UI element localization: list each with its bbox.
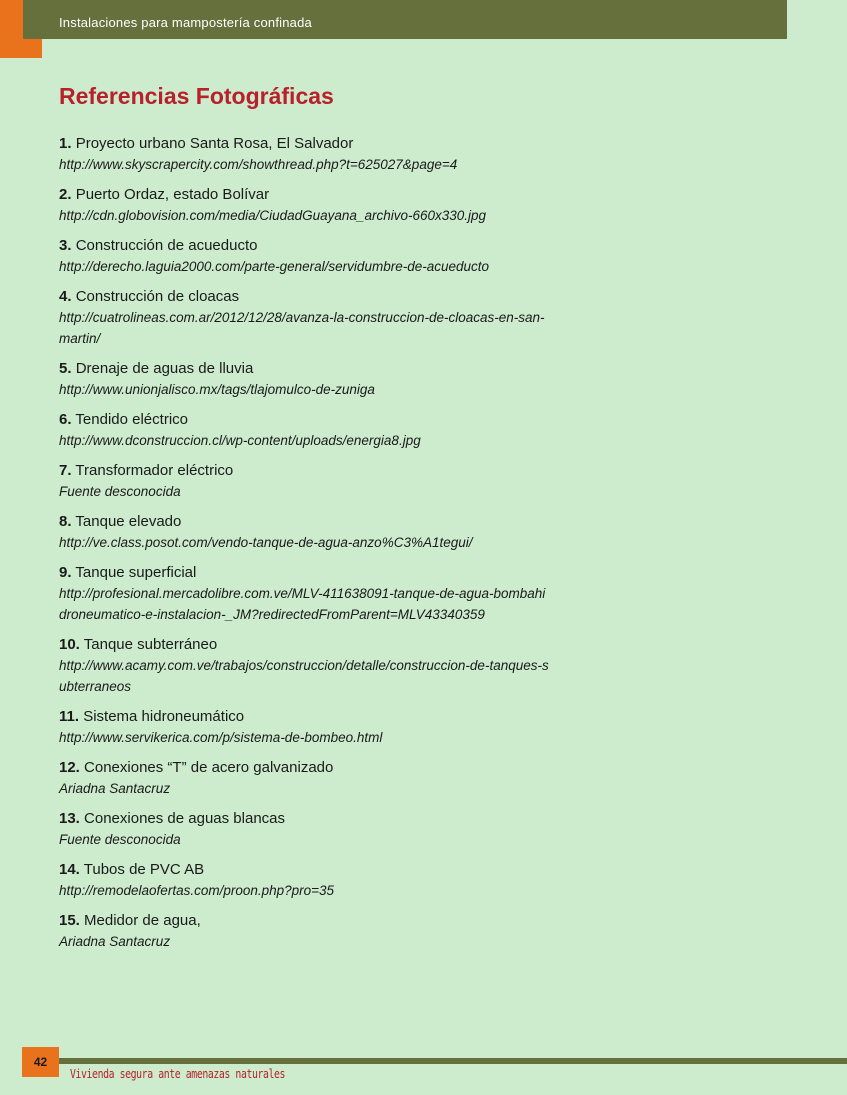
reference-number: 14. [59,861,80,878]
page-number: 42 [22,1047,59,1077]
reference-title-text: Construcción de acueducto [75,237,258,254]
reference-title-text: Puerto Ordaz, estado Bolívar [75,186,270,203]
reference-title-text: Tanque subterráneo [83,636,218,653]
reference-title [59,511,549,532]
reference-title [59,235,549,256]
reference-source: http://profesional.mercadolibre.com.ve/MLV-411638091-tanque-de-agua-bombahidroneumatico-e-instalacion-_JM?redirectedFromParent=MLV43340359 [59,586,546,622]
reference-source: Fuente desconocida [59,484,181,499]
reference-source: http://www.acamy.com.ve/trabajos/construccion/detalle/construccion-de-tanques-subterraneos [59,658,549,694]
reference-source: http://www.dconstruccion.cl/wp-content/uploads/energia8.jpg [59,433,421,448]
header-bar [23,0,787,39]
reference-number: 2. [59,186,72,203]
reference-item [59,133,549,175]
reference-title [59,133,549,154]
reference-title [59,910,549,931]
footer-divider [59,1058,847,1064]
reference-source: http://www.skyscrapercity.com/showthread.php?t=625027&page=4 [59,157,458,172]
reference-title [59,562,549,583]
reference-source: http://derecho.laguia2000.com/parte-general/servidumbre-de-acueducto [59,259,490,274]
header-title: Instalaciones para mampostería confinada [59,15,312,30]
reference-source: http://www.unionjalisco.mx/tags/tlajomulco-de-zuniga [59,382,375,397]
reference-source: http://www.servikerica.com/p/sistema-de-bombeo.html [59,730,383,745]
reference-item [59,562,549,625]
reference-title [59,286,549,307]
reference-source: Ariadna Santacruz [59,781,171,796]
reference-title [59,460,549,481]
reference-title [59,634,549,655]
reference-item [59,235,549,277]
reference-item [59,409,549,451]
reference-item [59,757,549,799]
reference-title-text: Tendido eléctrico [75,411,188,428]
reference-number: 9. [59,564,72,581]
footer-book-title: Vivienda segura ante amenazas naturales [70,1067,286,1081]
reference-item [59,859,549,901]
reference-source: http://cdn.globovision.com/media/CiudadGuayana_archivo-660x330.jpg [59,208,487,223]
reference-title [59,358,549,379]
reference-title-text: Conexiones “T” de acero galvanizado [84,759,334,776]
reference-number: 1. [59,135,72,152]
reference-number: 3. [59,237,72,254]
reference-title [59,859,549,880]
reference-source: http://ve.class.posot.com/vendo-tanque-de-agua-anzo%C3%A1tegui/ [59,535,473,550]
reference-item [59,808,549,850]
reference-number: 7. [59,462,72,479]
reference-source: http://remodelaofertas.com/proon.php?pro=35 [59,883,335,898]
page-title: Referencias Fotográficas [59,83,334,109]
reference-item [59,634,549,697]
reference-item [59,358,549,400]
reference-number: 13. [59,810,80,827]
reference-item [59,910,549,952]
reference-title-text: Conexiones de aguas blancas [84,810,286,827]
reference-title-text: Proyecto urbano Santa Rosa, El Salvador [75,135,354,152]
reference-title-text: Tanque elevado [75,513,182,530]
reference-title-text: Construcción de cloacas [75,288,240,305]
reference-source: Ariadna Santacruz [59,934,171,949]
reference-number: 15. [59,912,80,929]
reference-title-text: Tanque superficial [75,564,197,581]
reference-item [59,286,549,349]
reference-title-text: Sistema hidroneumático [83,708,245,725]
reference-title-text: Transformador eléctrico [75,462,234,479]
reference-number: 11. [59,708,80,725]
reference-title [59,409,549,430]
reference-item [59,511,549,553]
reference-title-text: Tubos de PVC AB [83,861,205,878]
reference-item [59,460,549,502]
reference-number: 5. [59,360,72,377]
reference-number: 8. [59,513,72,530]
references-list [59,133,549,961]
reference-number: 6. [59,411,72,428]
reference-number: 4. [59,288,72,305]
reference-title [59,706,549,727]
reference-title-text: Drenaje de aguas de lluvia [75,360,254,377]
reference-title [59,184,549,205]
reference-item [59,706,549,748]
reference-number: 12. [59,759,80,776]
reference-source: http://cuatrolineas.com.ar/2012/12/28/avanza-la-construccion-de-cloacas-en-san-martin/ [59,310,545,346]
reference-item [59,184,549,226]
reference-number: 10. [59,636,80,653]
reference-title-text: Medidor de agua, [84,912,201,929]
reference-title [59,808,549,829]
reference-title [59,757,549,778]
reference-source: Fuente desconocida [59,832,181,847]
